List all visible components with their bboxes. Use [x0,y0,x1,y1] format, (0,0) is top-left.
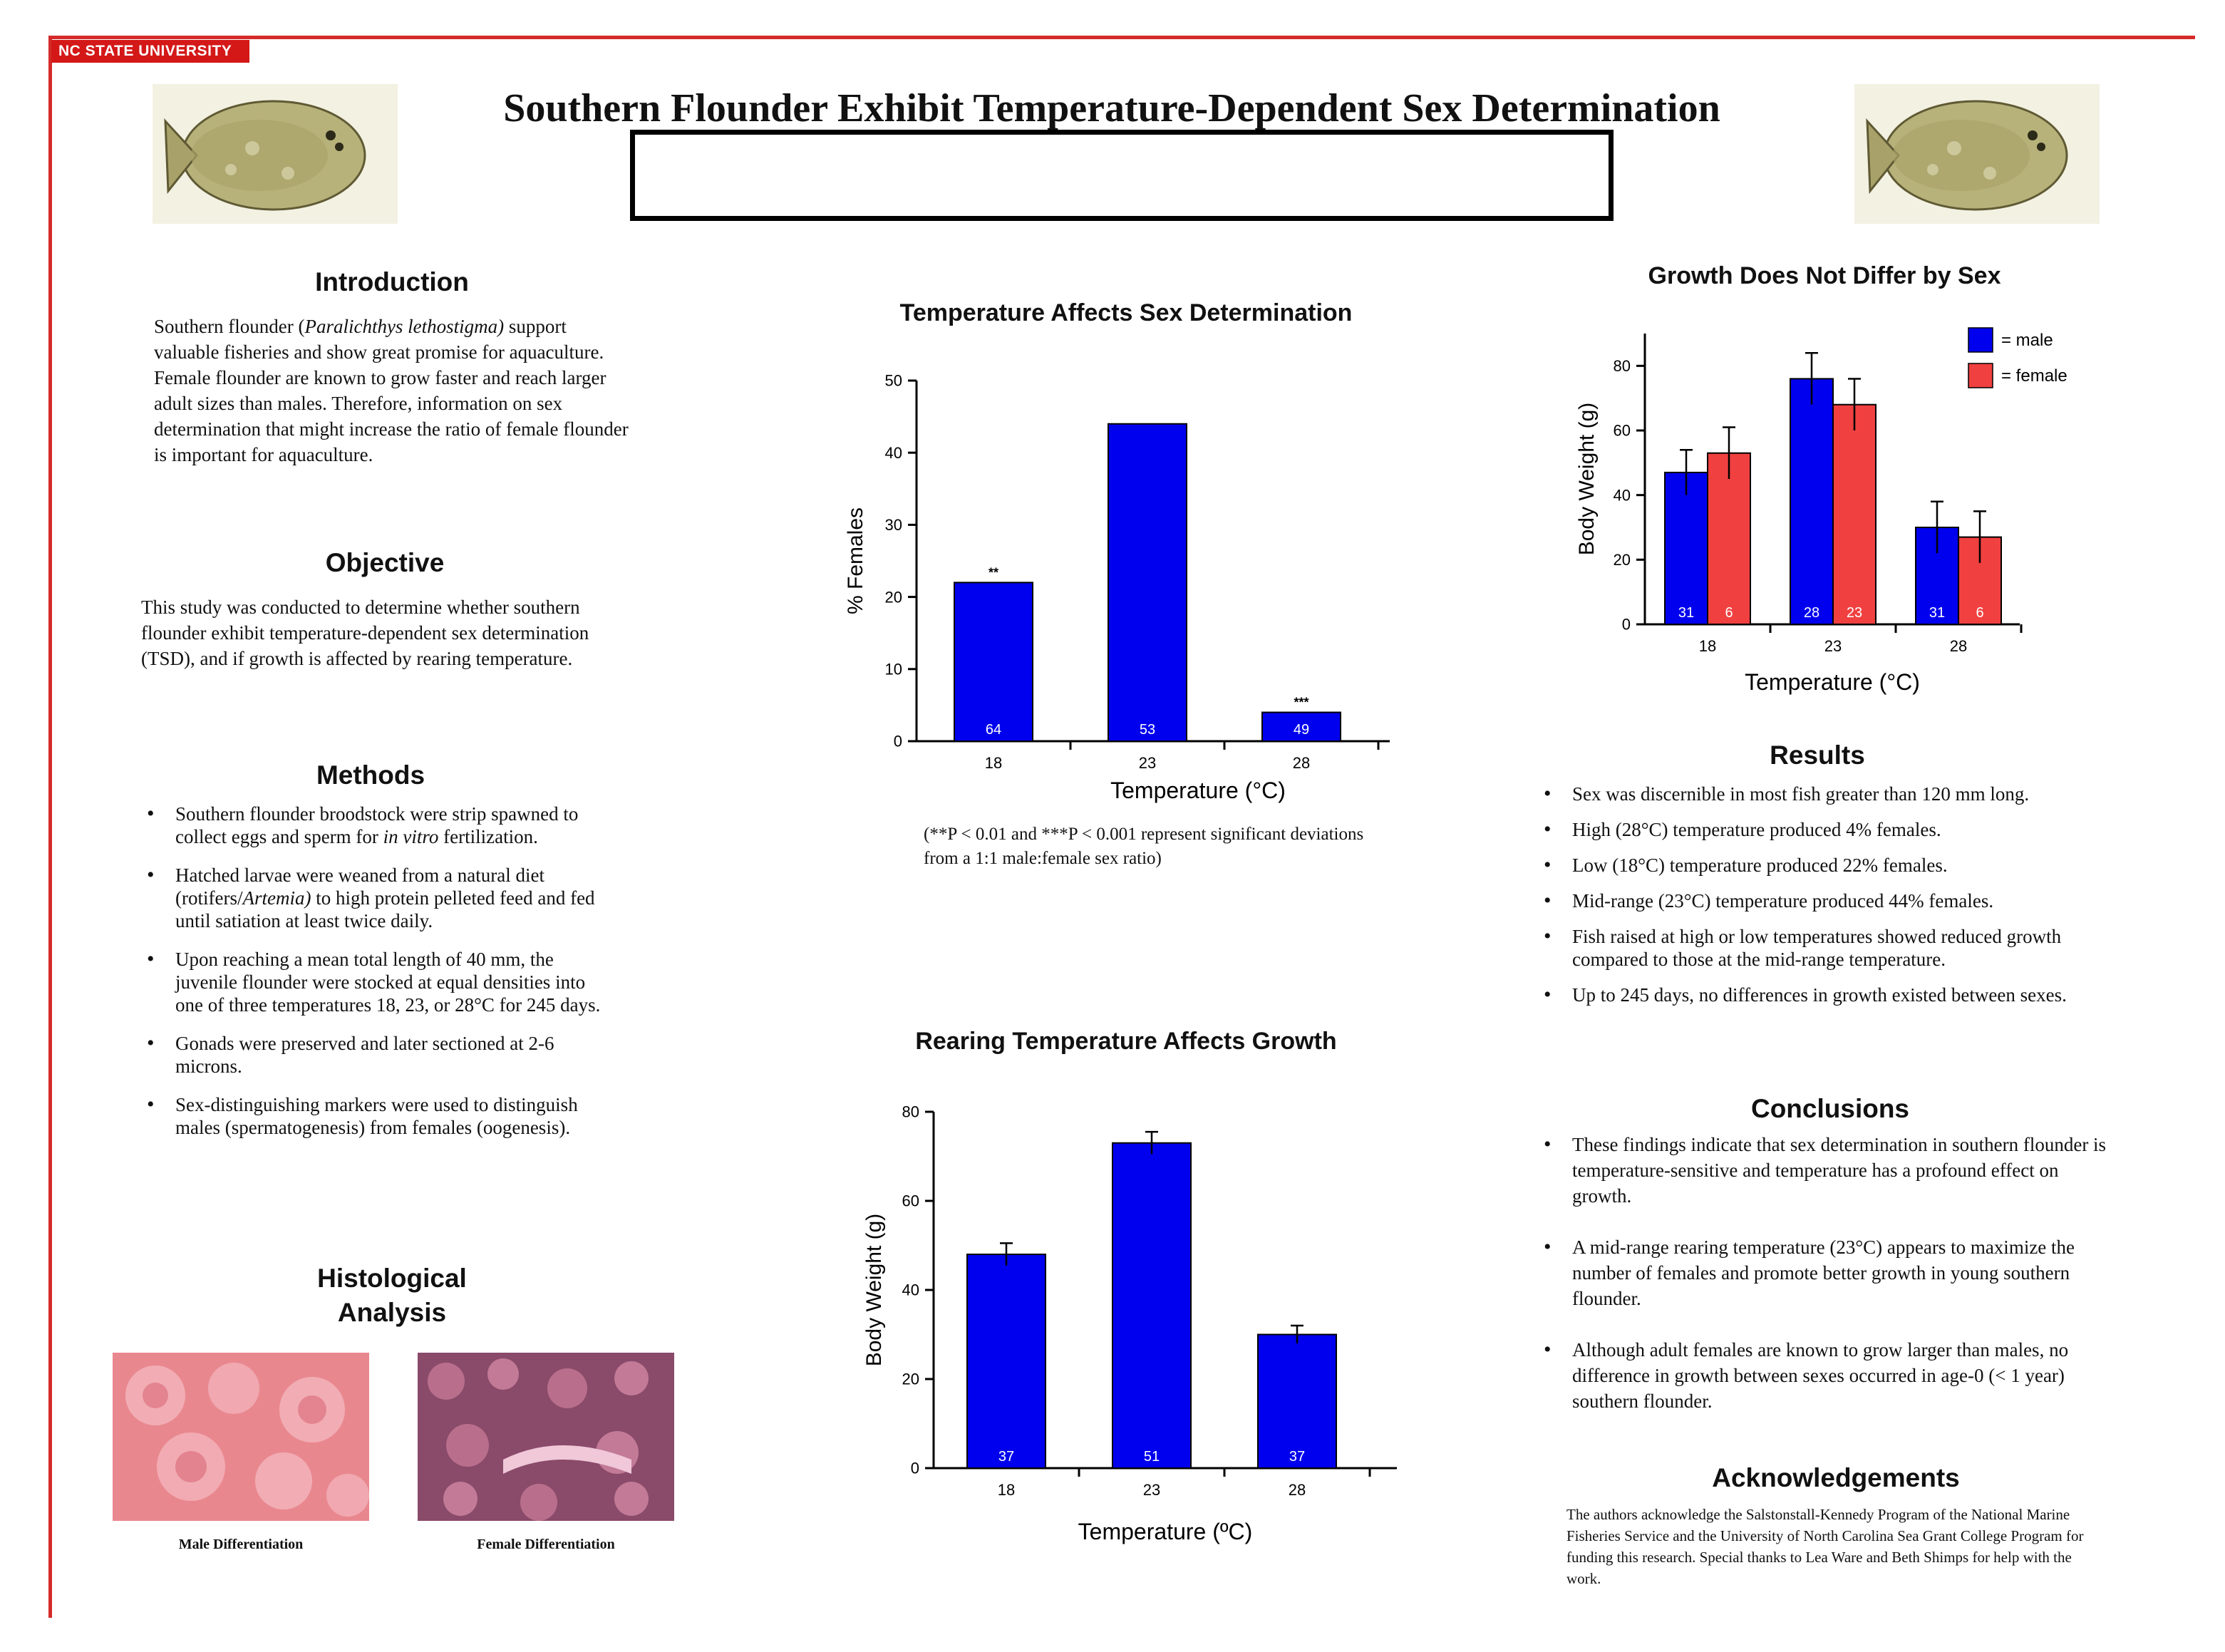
results-item: • Low (18°C) temperature produced 22% females. [1544,854,2092,877]
x-tick-label: 28 [1949,637,1968,655]
x-tick-label: 23 [1142,1481,1161,1499]
sample-size-label: 49 [1293,722,1310,738]
conclusions-heading: Conclusions [1750,1094,1910,1123]
methods-item: • Hatched larvae were weaned from a natural diet (rotifers/Artemia) to high protein pelleted feed and fed until satiation at least twice daily. [147,864,610,932]
introduction-text [154,314,631,468]
x-tick-label: 18 [1698,637,1717,655]
x-tick-label: 23 [1824,637,1842,655]
histology-heading-line2: Analysis [337,1298,447,1327]
x-tick-label: 28 [1288,1481,1306,1499]
significance-label: *** [1294,695,1309,710]
legend-label: = female [2001,366,2067,386]
sample-size-label: 64 [985,722,1002,738]
y-tick-label: 0 [1621,615,1631,634]
bar [1790,378,1833,624]
sample-size-label: 28 [1803,605,1820,621]
sample-size-label: 37 [998,1449,1015,1465]
results-item: • High (28°C) temperature produced 4% females. [1544,818,2092,841]
female-histology-caption: Female Differentiation [477,1537,615,1552]
y-axis-label: % Females [844,507,867,615]
introduction-text-rest: support valuable fisheries and show great promise for aquaculture. Female flounder are known to grow faster and reach larger adult sizes than males. Therefore, information on sex determination that might increase the ratio of female flounder is important for aquaculture. [154,316,629,465]
results-item: • Fish raised at high or low temperatures showed reduced growth compared to those at the mid-range temperature. [1544,925,2092,971]
sample-size-label: 6 [1976,605,1984,621]
results-item: • Mid-range (23°C) temperature produced 44% females. [1544,889,2092,912]
y-tick-label: 40 [1613,486,1631,505]
bar [1112,1143,1191,1468]
y-tick-label: 80 [1613,357,1631,376]
x-tick-label: 18 [997,1481,1016,1499]
sample-size-label: 51 [1143,1449,1160,1465]
results-heading: Results [1770,740,1865,770]
bar [1665,473,1708,624]
y-tick-label: 60 [1613,421,1631,440]
introduction-heading: Introduction [315,267,469,296]
sample-size-label: 37 [1289,1449,1306,1465]
methods-item: • Upon reaching a mean total length of 40 mm, the juvenile flounder were stocked at equal densities into one of three temperatures 18, 23, or 28°C for 245 days. [147,948,610,1016]
legend-swatch [1968,328,1993,352]
results-list [1544,783,2092,1006]
x-tick-label: 28 [1292,754,1311,772]
poster-title: Southern Flounder Exhibit Temperature-Dependent Sex Determination [503,86,1720,130]
bar [954,582,1033,741]
y-tick-label: 20 [1613,551,1631,569]
sex-determination-chart [820,356,1390,820]
y-tick-label: 40 [902,1281,919,1299]
methods-item: • Southern flounder broodstock were strip spawned to collect eggs and sperm for in vitro fertilization. [147,802,610,848]
objective-heading: Objective [325,548,445,577]
growth-sex-chart [1561,314,2102,713]
conclusions-list [1544,1132,2114,1414]
species-name: Paralichthys lethostigma) [304,316,505,337]
x-axis-label: Temperature (ºC) [1078,1519,1253,1544]
conclusions-item: • Although adult females are known to grow larger than males, no difference in growth between sexes occurred in age-0 (< 1 year) southern flounder. [1544,1337,2114,1414]
y-tick-label: 0 [893,732,902,750]
y-tick-label: 40 [884,443,902,462]
y-tick-label: 50 [884,371,902,390]
growth-temperature-chart [848,1090,1404,1568]
acknowledgements-heading: Acknowledgements [1712,1463,1960,1492]
methods-list [147,802,610,1139]
x-axis-label: Temperature (°C) [1745,669,1920,695]
methods-heading: Methods [316,760,425,790]
y-tick-label: 0 [910,1459,919,1477]
histology-heading-line1: Histological [317,1264,467,1293]
sample-size-label: 23 [1846,605,1863,621]
y-tick-label: 10 [884,660,902,678]
conclusions-item: • These findings indicate that sex determination in southern flounder is temperature-sensitive and temperature has a profound effect on growth. [1544,1132,2114,1209]
y-axis-label: Body Weight (g) [1575,402,1599,556]
sample-size-label: 31 [1929,605,1946,621]
title-placeholder-box [630,130,1614,221]
y-tick-label: 30 [884,516,902,535]
methods-item: • Sex-distinguishing markers were used to distinguish males (spermatogenesis) from females (oogenesis). [147,1093,610,1139]
sex-chart-title: Temperature Affects Sex Determination [899,299,1353,326]
flounder-image-right [1854,84,2100,224]
y-tick-label: 80 [902,1103,919,1121]
sample-size-label: 31 [1678,605,1695,621]
significance-label: ** [988,565,999,580]
objective-text: This study was conducted to determine whether southern flounder exhibit temperature-dependent sex determination (TSD), and if growth is affected by rearing temperature. [141,597,589,669]
male-histology-caption: Male Differentiation [178,1537,304,1552]
x-tick-label: 23 [1138,754,1157,772]
acknowledgements-text: The authors acknowledge the Salstonstall-Kennedy Program of the National Marine Fisheries Service and the University of North Carolina Sea Grant College Program for funding this research. Special thanks to Lea Ware and Beth Shimps for help with the work. [1566,1506,2084,1587]
bar [1108,424,1187,741]
introduction-text-start: Southern flounder ( [154,316,305,337]
y-tick-label: 60 [902,1192,919,1210]
growth-chart-title: Rearing Temperature Affects Growth [915,1028,1337,1055]
histology-heading [214,1261,570,1330]
bar [1833,405,1876,624]
female-histology-image [418,1353,674,1521]
flounder-image-left [153,84,398,224]
x-axis-label: Temperature (°C) [1110,778,1286,803]
poster-left-border [48,36,52,1618]
poster-top-border [50,36,2195,39]
conclusions-item: • A mid-range rearing temperature (23°C) appears to maximize the number of females and promote better growth in young southern flounder. [1544,1234,2114,1311]
university-logo: NC STATE UNIVERSITY [51,40,249,63]
results-item: • Sex was discernible in most fish greater than 120 mm long. [1544,783,2092,805]
sample-size-label: 6 [1725,605,1733,621]
sample-size-label: 53 [1139,722,1156,738]
legend-swatch [1968,363,1993,388]
y-axis-label: Body Weight (g) [862,1213,886,1367]
y-tick-label: 20 [902,1370,919,1388]
results-item: • Up to 245 days, no differences in growth existed between sexes. [1544,984,2092,1006]
legend-label: = male [2001,331,2053,350]
x-tick-label: 18 [984,754,1003,772]
male-histology-image [113,1353,369,1521]
sex-chart-caption: (**P < 0.01 and ***P < 0.001 represent significant deviations from a 1:1 male:female sex ratio) [924,825,1364,868]
growth-sex-chart-title: Growth Does Not Differ by Sex [1648,262,2001,289]
bar [1258,1335,1336,1469]
bar [967,1254,1046,1468]
methods-item: • Gonads were preserved and later sectioned at 2-6 microns. [147,1032,610,1078]
y-tick-label: 20 [884,588,902,606]
